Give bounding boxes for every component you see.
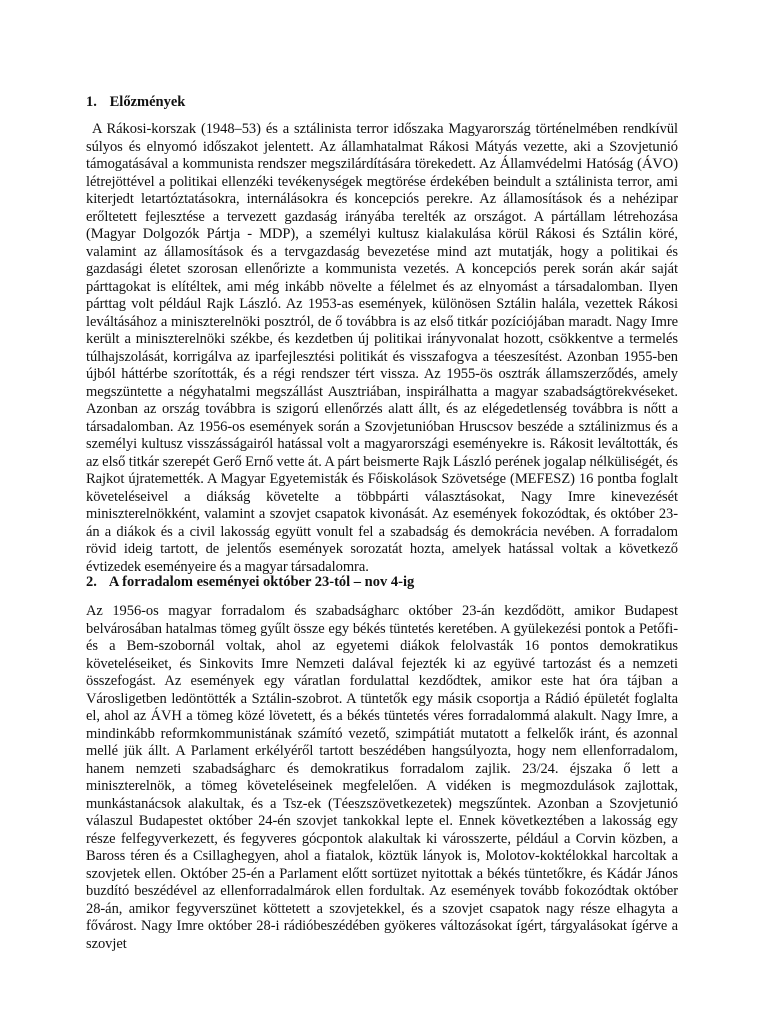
section-number-1: 1. [86,94,97,110]
section-paragraph-1: A Rákosi-korszak (1948–53) és a sztálinista terror időszaka Magyarország történelmében rendkívül súlyos és elnyomó időszakot jelentett. Az államhatalmat Rákosi Mátyás vezette, aki a Szovjetunió támogatásával a kommunista rendszer megszilárdítására törekedett. Az Államvédelmi Hatóság (ÁVO) létrejöttével a politikai ellenzéki tevékenységek megtörése érdekében beindult a sztálinista terror, ami kiterjedt letartóztatásokra, internálásokra és koncepciós perekre. Az államosítások és a nehézipar erőltetett fejlesztése a tervezett gazdaság irányába terelték az országot. A pártállam létrehozása (Magyar Dolgozók Pártja - MDP), a személyi kultusz kialakulása körül Rákosi és Sztálin köré, valamint az államosítások és a tervgazdaság bevezetése mind azt mutatják, hogy a politikai és gazdasági életet szorosan ellenőrizte a kommunista vezetés. A koncepciós perek során akár saját párttagokat is elítéltek, ami még inkább növelte a félelmet és az elnyomást a társadalomban. Ilyen párttag volt például Rajk László. Az 1953-as események, különösen Sztálin halála, vezettek Rákosi leváltásához a miniszterelnöki posztról, de ő továbbra is az első titkár pozíciójában maradt. Nagy Imre került a miniszterelnöki székbe, és kezdetben új politikai irányvonalat hozott, csökkentve a termelés túlhajszolását, korrigálva az iparfejlesztési politikát és visszafogva a téeszesítést. Azonban 1955-ben újból háttérbe szorították, és a régi rendszer tért vissza. Az 1955-ös osztrák államszerződés, amely megszüntette a négyhatalmi megszállást Ausztriában, inspirálhatta a magyar szabadságtörekvéseket. Azonban az ország továbbra is szigorú ellenőrzés alatt állt, és az elégedetlenség továbbra is nőtt a társadalomban. Az 1956-os események során a Szovjetunióban Hruscsov beszéde a sztálinizmus és a személyi kultusz visszásságairól hatással volt a magyarországi eseményekre is. Rákosit leváltották, és az első titkár szerepét Gerő Ernő vette át. A párt beismerte Rajk László perének jogalap nélküliségét, és Rajkot újratemették. A Magyar Egyetemisták és Főiskolások Szövetsége (MEFESZ) 16 pontba foglalt követeléseivel a diákság követelte a többpárti választásokat, Nagy Imre kinevezését miniszterelnökként, valamint a szovjet csapatok kivonását. Az események fokozódtak, és október 23-án a diákok és a civil lakosság együtt vonult fel a szabadság és demokrácia nevében. A forradalom rövid ideig tartott, de jelentős események sorozatát hozta, amelyek hatással voltak a következő évtizedek eseményeire és a magyar társadalomra. [86,121,678,575]
section-heading-2 [86,573,414,591]
section-title-2: A forradalom eseményei október 23-tól – nov 4-ig [108,574,415,590]
section-paragraph-2: Az 1956-os magyar forradalom és szabadságharc október 23-án kezdődött, amikor Budapest belvárosában hatalmas tömeg gyűlt össze egy békés tüntetés keretében. A gyülekezési pontok a Petőfi- és a Bem-szobornál voltak, ahol az egyetemi diákok felolvasták 16 pontos demokratikus követeléseiket, és Sinkovits Imre Nemzeti dalával fejezték ki az együvé tartozást és a nemzeti összefogást. Az események egy váratlan fordulattal kezdődtek, amikor este hat óra tájban a Városligetben ledöntötték a Sztálin-szobrot. A tüntetők egy másik csoportja a Rádió épületét foglalta el, ahol az ÁVH a tömeg közé lövetett, és a békés tüntetés véres forradalommá alakult. Nagy Imre, a mindinkább reformkommunistának számító vezető, szimpátiát mutatott a felkelők iránt, és azonnal mellé jük állt. A Parlament erkélyéről tartott beszédében hangsúlyozta, hogy nem ellenforradalom, hanem nemzeti szabadságharc és demokratikus forradalom zajlik. 23/24. éjszaka ő lett a miniszterelnök, a tömeg követeléseinek megfelelően. A vidéken is megmozdulások zajlottak, munkástanácsok alakultak, és a Tsz-ek (Téeszszövetkezetek) megszűntek. Azonban a Szovjetunió válaszul Budapestet október 24-én szovjet tankokkal lepte el. Ennek következtében a lakosság egy része felfegyverkezett, és fegyveres gócpontok alakultak ki városszerte, például a Corvin közben, a Baross téren és a Csillaghegyen, ahol a fiatalok, köztük lányok is, Molotov-koktélokkal harcoltak a szovjetek ellen. Október 25-én a Parlament előtt sortüzet nyitottak a békés tüntetőkre, és Kádár János buzdító beszédével az ellenforradalmárok ellen fordultak. Az események tovább fokozódtak október 28-án, amikor fegyverszünet köttetett a szovjetekkel, és a szovjet csapatok nagy része elhagyta a fővárost. Nagy Imre október 28-i rádióbeszédében gyökeres változásokat ígért, tárgyalásokat ígérve a szovjet [86,603,678,952]
section-heading-1 [86,93,185,111]
section-title-1: Előzmények [109,94,186,110]
section-number-2: 2. [86,574,97,590]
